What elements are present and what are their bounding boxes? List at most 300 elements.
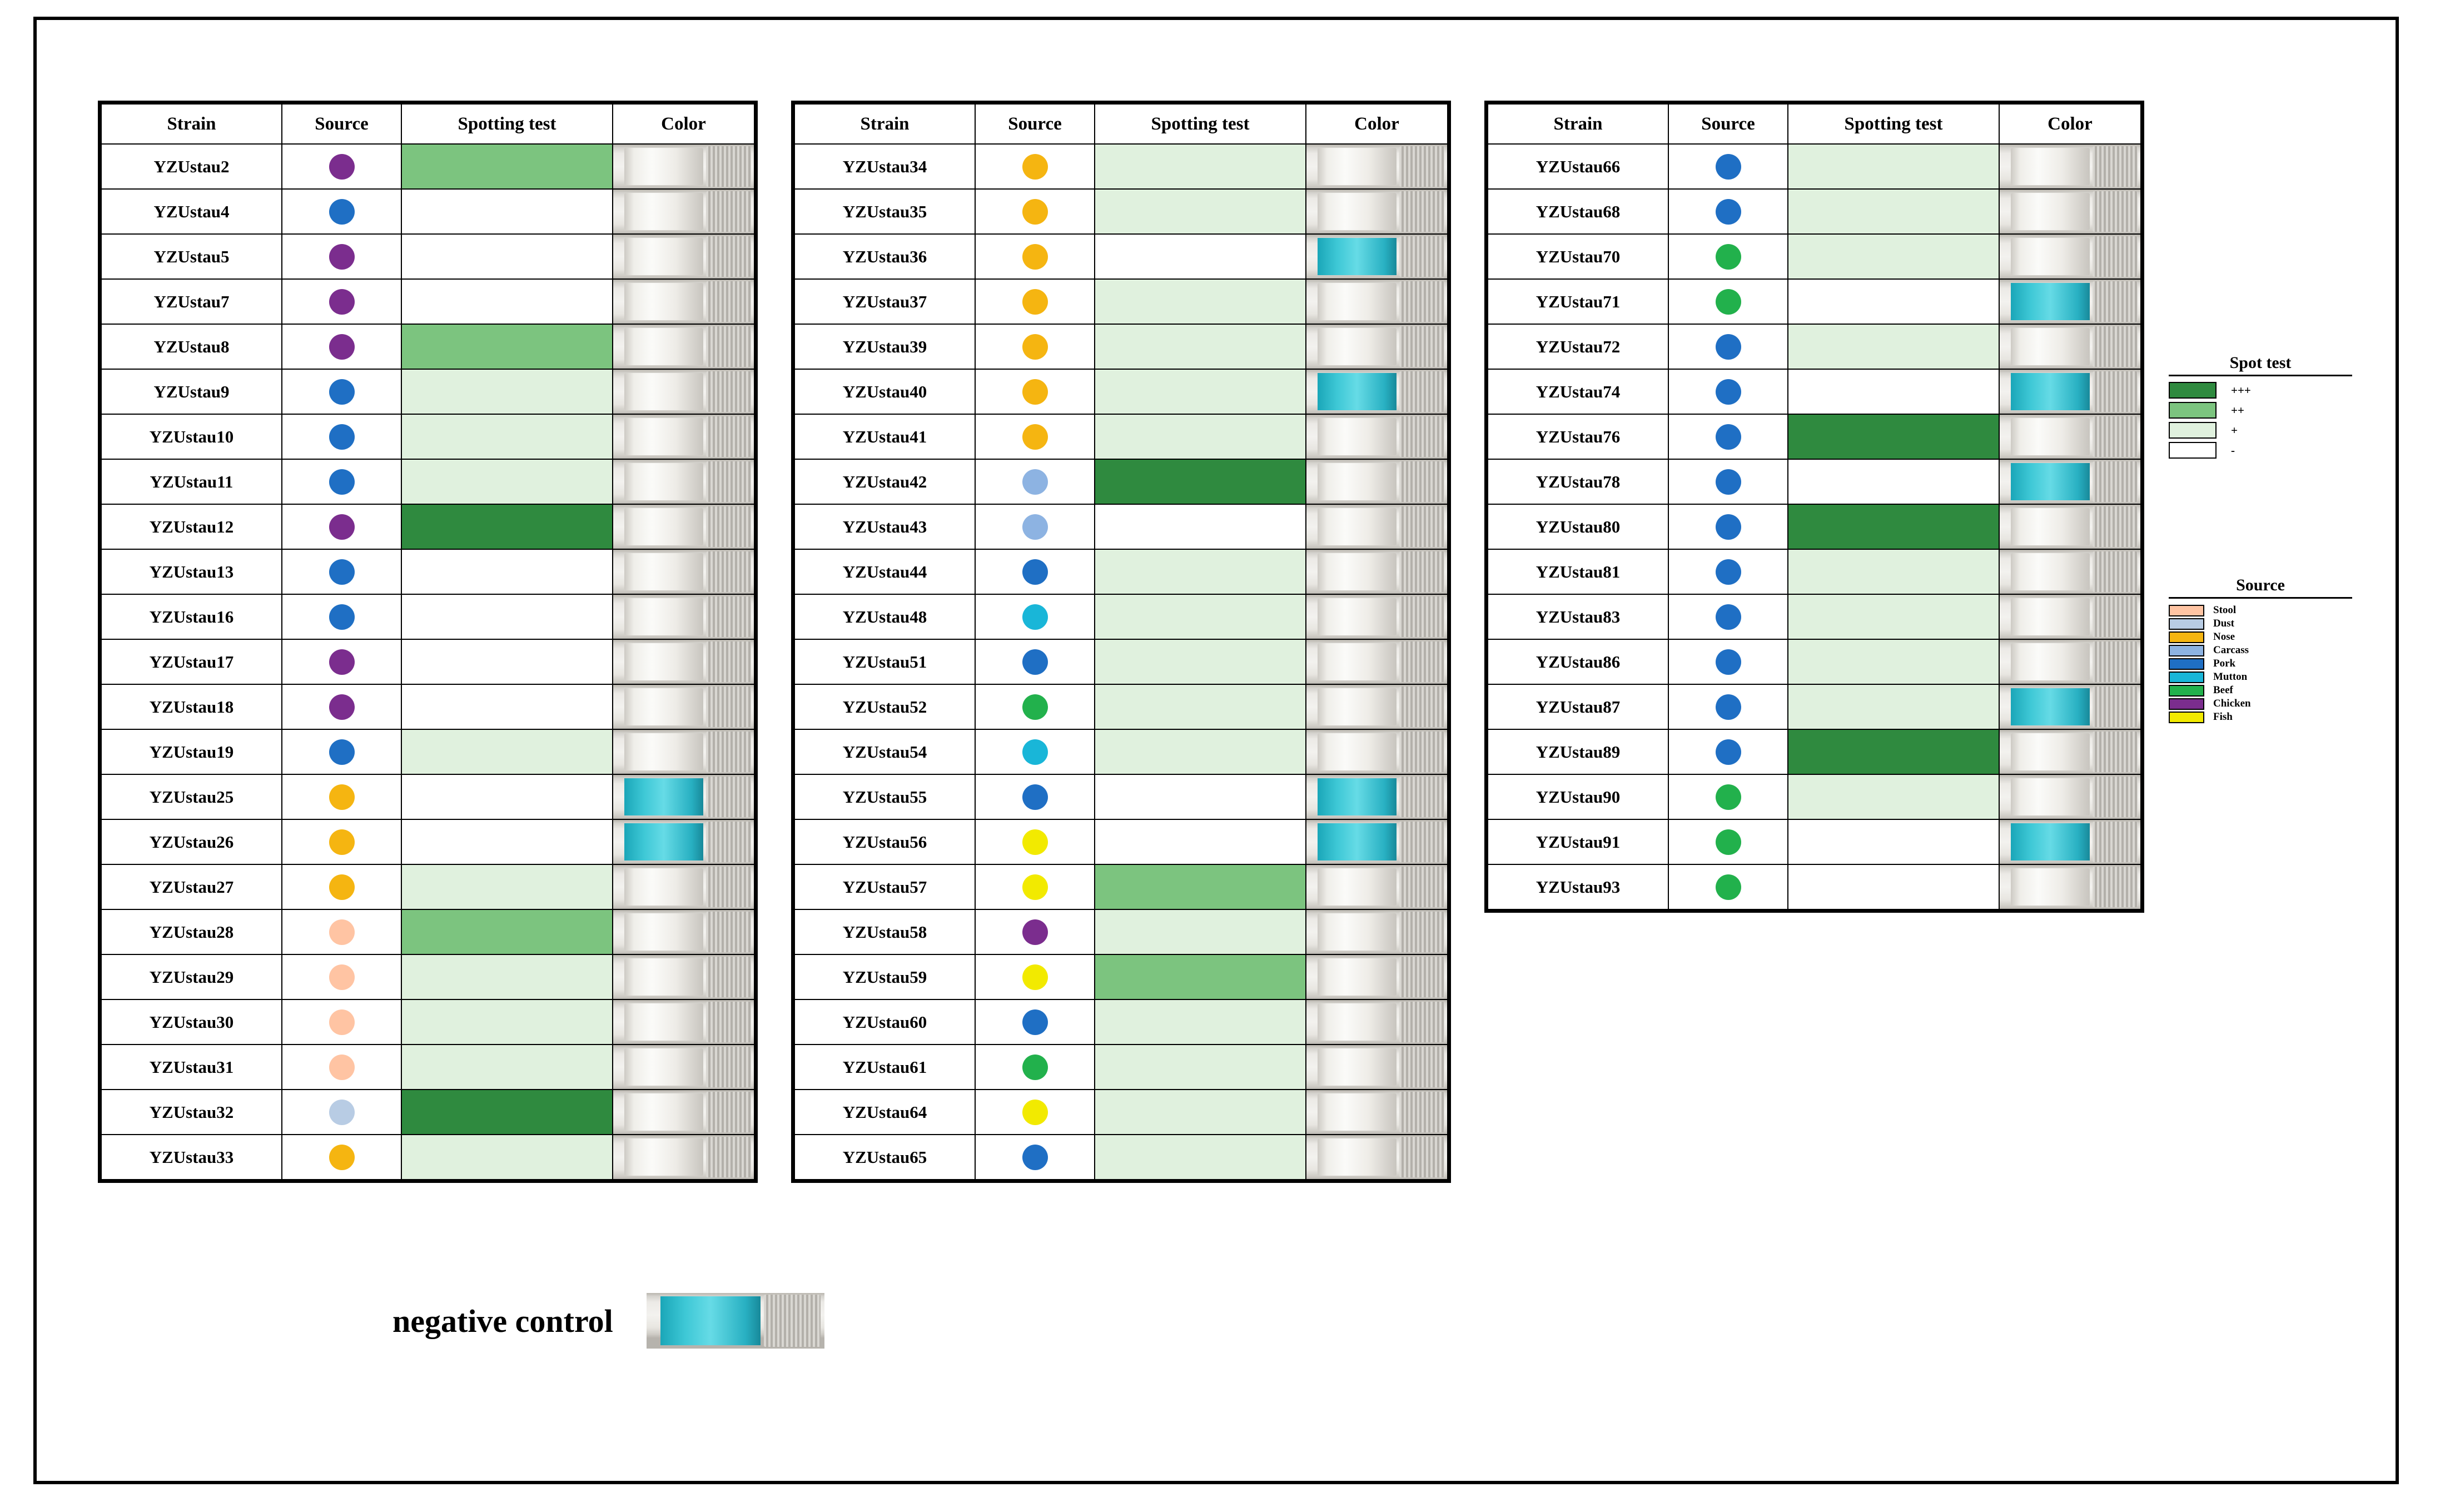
legend-swatch [2169, 605, 2204, 616]
tube-cap [706, 1092, 751, 1132]
spotting-test-cell [401, 459, 613, 504]
legend-label: Dust [2213, 618, 2235, 629]
color-tube-cell [613, 684, 754, 729]
tube-image [2000, 820, 2140, 864]
spotting-test-cell [401, 684, 613, 729]
strain-name: YZUstau52 [794, 684, 975, 729]
tube-cap [1399, 687, 1444, 727]
spotting-test-cell [401, 324, 613, 369]
strain-name: YZUstau35 [794, 189, 975, 234]
tube-cap [1399, 371, 1444, 412]
tube-vial [624, 868, 703, 906]
tube-image [2000, 190, 2140, 233]
strain-name: YZUstau72 [1488, 324, 1668, 369]
spotting-test-cell [401, 909, 613, 954]
source-dot-icon [1022, 919, 1048, 945]
color-tube-cell [613, 234, 754, 279]
source-dot-icon [329, 784, 355, 810]
source-dot-icon [329, 964, 355, 990]
column-header-source: Source [282, 104, 401, 144]
spotting-test-cell [401, 639, 613, 684]
tube-cap [706, 1137, 751, 1177]
table-row [101, 999, 754, 1045]
table-row [101, 909, 754, 954]
source-dot-icon [1716, 649, 1741, 675]
tube-cap [706, 461, 751, 502]
tube-cap [2093, 371, 2138, 412]
spotting-test-cell [1788, 369, 1999, 414]
spot-test-legend [2169, 354, 2352, 462]
tube-image [1306, 730, 1447, 774]
strain-name: YZUstau13 [101, 549, 282, 594]
color-tube-cell [1999, 189, 2141, 234]
spotting-test-cell [1095, 144, 1306, 189]
spotting-test-cell [1095, 909, 1306, 954]
source-dot-icon [329, 1145, 355, 1170]
strain-name: YZUstau29 [101, 954, 282, 999]
strain-name: YZUstau55 [794, 774, 975, 819]
source-dot-cell [975, 279, 1095, 324]
color-tube-cell [1306, 504, 1448, 549]
strain-name: YZUstau32 [101, 1090, 282, 1135]
color-tube-cell [1306, 684, 1448, 729]
column-header-spotting-test: Spotting test [1788, 104, 1999, 144]
column-header-spotting-test: Spotting test [1095, 104, 1306, 144]
spotting-test-cell [1095, 729, 1306, 774]
color-tube-cell [613, 1090, 754, 1135]
tube-vial [1318, 418, 1397, 455]
column-header-strain: Strain [101, 104, 282, 144]
tube-cap [1399, 281, 1444, 322]
tube-image [1306, 865, 1447, 909]
source-dot-icon [329, 469, 355, 495]
table-row [101, 369, 754, 414]
tube-cap [1399, 506, 1444, 547]
spotting-test-cell [1788, 234, 1999, 279]
strain-name: YZUstau61 [794, 1045, 975, 1090]
source-dot-cell [1668, 234, 1788, 279]
tube-image [613, 685, 754, 729]
tube-cap [1399, 416, 1444, 457]
table-row [794, 504, 1448, 549]
source-dot-cell [975, 459, 1095, 504]
strain-name: YZUstau44 [794, 549, 975, 594]
source-dot-icon [1716, 604, 1741, 630]
strain-name: YZUstau65 [794, 1135, 975, 1180]
tube-cap [1399, 1047, 1444, 1087]
tube-cap [2093, 551, 2138, 592]
source-dot-cell [975, 189, 1095, 234]
table-row [1488, 189, 2141, 234]
tube-image [613, 1090, 754, 1134]
tube-cap [1399, 596, 1444, 637]
tube-vial [624, 1093, 703, 1131]
strain-name: YZUstau83 [1488, 594, 1668, 639]
column-header-color: Color [1306, 104, 1448, 144]
spotting-test-cell [1095, 639, 1306, 684]
legend-swatch [2169, 685, 2204, 697]
tube-image [1306, 1135, 1447, 1179]
table-row [1488, 144, 2141, 189]
tube-vial [624, 733, 703, 770]
strain-name: YZUstau33 [101, 1135, 282, 1180]
legend-item [2169, 631, 2352, 643]
color-tube-cell [1999, 864, 2141, 909]
spotting-test-cell [1788, 504, 1999, 549]
tube-image [613, 595, 754, 639]
source-dot-icon [329, 289, 355, 315]
source-dot-cell [282, 594, 401, 639]
source-dot-icon [329, 739, 355, 765]
tube-cap [1399, 822, 1444, 862]
source-dot-icon [1022, 154, 1048, 180]
color-tube-cell [1306, 369, 1448, 414]
source-dot-icon [329, 649, 355, 675]
tube-image [1306, 775, 1447, 819]
source-dot-cell [282, 549, 401, 594]
tube-vial [624, 1048, 703, 1086]
tube-vial [2011, 643, 2090, 680]
strain-name: YZUstau74 [1488, 369, 1668, 414]
strain-name: YZUstau19 [101, 729, 282, 774]
source-dot-cell [975, 594, 1095, 639]
source-dot-icon [329, 154, 355, 180]
tube-vial [1318, 1048, 1397, 1086]
source-dot-icon [1022, 1145, 1048, 1170]
tube-liquid [2011, 823, 2090, 861]
legend-item [2169, 671, 2352, 683]
strain-name: YZUstau31 [101, 1045, 282, 1090]
source-dot-cell [975, 369, 1095, 414]
color-tube-cell [1999, 639, 2141, 684]
column-header-source: Source [1668, 104, 1788, 144]
table-row [101, 1135, 754, 1180]
source-dot-icon [1022, 694, 1048, 720]
spotting-test-cell [1095, 369, 1306, 414]
tube-image [613, 955, 754, 999]
strain-name: YZUstau10 [101, 414, 282, 459]
tube-image [2000, 640, 2140, 684]
source-dot-icon [1716, 739, 1741, 765]
strain-name: YZUstau2 [101, 144, 282, 189]
table-row [794, 144, 1448, 189]
tube-cap [706, 551, 751, 592]
source-dot-cell [975, 729, 1095, 774]
tube-cap [1399, 146, 1444, 187]
tube-cap [2093, 822, 2138, 862]
spotting-test-cell [401, 414, 613, 459]
tube-cap [1399, 1002, 1444, 1042]
strain-name: YZUstau40 [794, 369, 975, 414]
source-dot-icon [1022, 649, 1048, 675]
source-dot-icon [329, 244, 355, 270]
strain-name: YZUstau8 [101, 324, 282, 369]
legend-item [2169, 402, 2352, 419]
tube-cap [2093, 461, 2138, 502]
strain-name: YZUstau5 [101, 234, 282, 279]
source-dot-icon [329, 334, 355, 360]
spotting-test-cell [1788, 819, 1999, 864]
tube-vial [624, 688, 703, 725]
strain-name: YZUstau9 [101, 369, 282, 414]
tube-liquid [2011, 463, 2090, 500]
spotting-test-cell [401, 189, 613, 234]
column-header-source: Source [975, 104, 1095, 144]
color-tube-cell [613, 549, 754, 594]
source-dot-icon [1022, 244, 1048, 270]
strain-name: YZUstau27 [101, 864, 282, 909]
color-tube-cell [1306, 324, 1448, 369]
spotting-test-cell [1788, 549, 1999, 594]
source-dot-cell [975, 1090, 1095, 1135]
tube-vial [2011, 328, 2090, 365]
strain-name: YZUstau70 [1488, 234, 1668, 279]
tube-image [2000, 685, 2140, 729]
strain-name: YZUstau7 [101, 279, 282, 324]
legend-item [2169, 711, 2352, 723]
color-tube-cell [1306, 594, 1448, 639]
tube-cap [1399, 236, 1444, 277]
spotting-test-cell [1095, 1090, 1306, 1135]
tube-vial [2011, 148, 2090, 185]
tube-vial [2011, 193, 2090, 230]
tube-image [2000, 865, 2140, 909]
source-dot-cell [282, 819, 401, 864]
color-tube-cell [1306, 414, 1448, 459]
tube-image [1306, 145, 1447, 188]
spotting-test-cell [401, 999, 613, 1045]
tube-vial [2011, 598, 2090, 635]
source-dot-cell [1668, 549, 1788, 594]
source-dot-cell [282, 639, 401, 684]
table-row [101, 459, 754, 504]
source-dot-icon [329, 1100, 355, 1125]
source-dot-cell [1668, 324, 1788, 369]
spotting-test-cell [1095, 594, 1306, 639]
table-row [794, 639, 1448, 684]
source-dot-cell [975, 774, 1095, 819]
color-tube-cell [1999, 684, 2141, 729]
color-tube-cell [1306, 819, 1448, 864]
table-row [101, 954, 754, 999]
spot-test-legend-title: Spot test [2169, 354, 2352, 376]
legend-label: + [2231, 423, 2238, 437]
tube-cap [1399, 551, 1444, 592]
tube-vial [1318, 643, 1397, 680]
table-row [794, 999, 1448, 1045]
source-dot-icon [1716, 874, 1741, 900]
figure-frame [33, 17, 2399, 1484]
color-tube-cell [613, 369, 754, 414]
tube-cap [1399, 326, 1444, 367]
source-dot-icon [1716, 829, 1741, 855]
source-dot-icon [1022, 559, 1048, 585]
table-row [1488, 729, 2141, 774]
source-dot-icon [1022, 874, 1048, 900]
source-dot-cell [1668, 504, 1788, 549]
tube-vial [1318, 553, 1397, 590]
source-dot-cell [282, 504, 401, 549]
tube-cap [1399, 732, 1444, 772]
tube-vial [1318, 958, 1397, 996]
tube-image [613, 325, 754, 369]
source-dot-icon [329, 604, 355, 630]
table-row [1488, 504, 2141, 549]
source-dot-cell [1668, 864, 1788, 909]
spotting-test-cell [1095, 1135, 1306, 1180]
source-dot-cell [975, 324, 1095, 369]
source-dot-cell [975, 504, 1095, 549]
tube-cap [706, 867, 751, 907]
spotting-test-cell [1095, 504, 1306, 549]
source-dot-icon [329, 874, 355, 900]
tube-image [613, 775, 754, 819]
spotting-test-cell [1095, 234, 1306, 279]
tube-vial [624, 193, 703, 230]
strain-name: YZUstau37 [794, 279, 975, 324]
legend-item [2169, 422, 2352, 439]
strain-name: YZUstau86 [1488, 639, 1668, 684]
table-row [794, 864, 1448, 909]
table-row [101, 729, 754, 774]
table-row [794, 1045, 1448, 1090]
tube-image [2000, 775, 2140, 819]
table-row [101, 279, 754, 324]
tube-cap [1399, 912, 1444, 952]
column-header-spotting-test: Spotting test [401, 104, 613, 144]
source-dot-icon [1716, 694, 1741, 720]
strain-name: YZUstau58 [794, 909, 975, 954]
legend-swatch [2169, 618, 2204, 630]
tube-image [613, 235, 754, 278]
table-row [101, 234, 754, 279]
source-dot-cell [975, 549, 1095, 594]
strain-name: YZUstau80 [1488, 504, 1668, 549]
tube-cap [706, 687, 751, 727]
source-dot-cell [282, 864, 401, 909]
spotting-test-cell [401, 729, 613, 774]
legend-swatch [2169, 631, 2204, 643]
table-row [1488, 234, 2141, 279]
source-dot-cell [1668, 639, 1788, 684]
table-row [1488, 864, 2141, 909]
tube-vial [624, 598, 703, 635]
source-dot-cell [282, 1135, 401, 1180]
color-tube-cell [613, 324, 754, 369]
source-dot-cell [282, 909, 401, 954]
tube-liquid [2011, 688, 2090, 725]
legend-label: - [2231, 443, 2235, 457]
tube-cap [1399, 641, 1444, 682]
table-row [794, 324, 1448, 369]
source-dot-icon [1022, 964, 1048, 990]
color-tube-cell [613, 504, 754, 549]
color-tube-cell [1306, 234, 1448, 279]
tube-image [613, 145, 754, 188]
source-dot-icon [329, 379, 355, 405]
color-tube-cell [1306, 639, 1448, 684]
color-tube-cell [613, 1045, 754, 1090]
color-tube-cell [1999, 729, 2141, 774]
tube-cap [706, 1047, 751, 1087]
source-dot-cell [1668, 594, 1788, 639]
color-tube-cell [1306, 1045, 1448, 1090]
source-dot-icon [1022, 1055, 1048, 1080]
table-row [1488, 594, 2141, 639]
color-tube-cell [613, 819, 754, 864]
source-dot-icon [1716, 424, 1741, 450]
tube-cap [1399, 777, 1444, 817]
legend-label: Mutton [2213, 671, 2248, 683]
tube-image [2000, 325, 2140, 369]
legend-item [2169, 698, 2352, 710]
tube-image [1306, 235, 1447, 278]
tube-vial [1318, 463, 1397, 500]
tube-image [613, 640, 754, 684]
color-tube-cell [1306, 279, 1448, 324]
source-dot-icon [1716, 469, 1741, 495]
table-row [101, 414, 754, 459]
table-row [794, 459, 1448, 504]
source-dot-icon [1022, 379, 1048, 405]
source-dot-icon [329, 919, 355, 945]
tube-vial [1318, 733, 1397, 770]
tube-cap [706, 957, 751, 997]
tube-cap [2093, 236, 2138, 277]
legend-swatch [2169, 442, 2217, 459]
source-dot-icon [329, 829, 355, 855]
tube-image [613, 865, 754, 909]
tube-vial [624, 553, 703, 590]
spotting-test-cell [1788, 639, 1999, 684]
tube-cap [1399, 957, 1444, 997]
table-row [101, 1090, 754, 1135]
tube-vial [624, 328, 703, 365]
source-dot-cell [282, 189, 401, 234]
source-dot-cell [975, 639, 1095, 684]
table-row [1488, 774, 2141, 819]
source-dot-icon [1022, 289, 1048, 315]
source-dot-icon [1022, 199, 1048, 225]
tube-cap [2093, 146, 2138, 187]
table-row [1488, 549, 2141, 594]
source-dot-cell [975, 1045, 1095, 1090]
tube-cap [2093, 416, 2138, 457]
tube-vial [624, 1003, 703, 1041]
table-row [101, 819, 754, 864]
strain-name: YZUstau18 [101, 684, 282, 729]
legend-label: ++ [2231, 403, 2244, 417]
tube-image [1306, 190, 1447, 233]
column-header-strain: Strain [794, 104, 975, 144]
tube-cap [706, 1002, 751, 1042]
legend-swatch [2169, 422, 2217, 439]
strain-name: YZUstau25 [101, 774, 282, 819]
table-row [794, 279, 1448, 324]
source-dot-cell [282, 684, 401, 729]
tube-image [1306, 1045, 1447, 1089]
color-tube-cell [1306, 774, 1448, 819]
tube-cap [1399, 1092, 1444, 1132]
source-dot-cell [975, 1135, 1095, 1180]
source-dot-icon [1022, 604, 1048, 630]
legend-label: Fish [2213, 711, 2233, 723]
table-row [101, 549, 754, 594]
source-dot-cell [975, 864, 1095, 909]
spotting-test-cell [401, 279, 613, 324]
source-dot-cell [1668, 144, 1788, 189]
source-dot-icon [329, 1009, 355, 1035]
